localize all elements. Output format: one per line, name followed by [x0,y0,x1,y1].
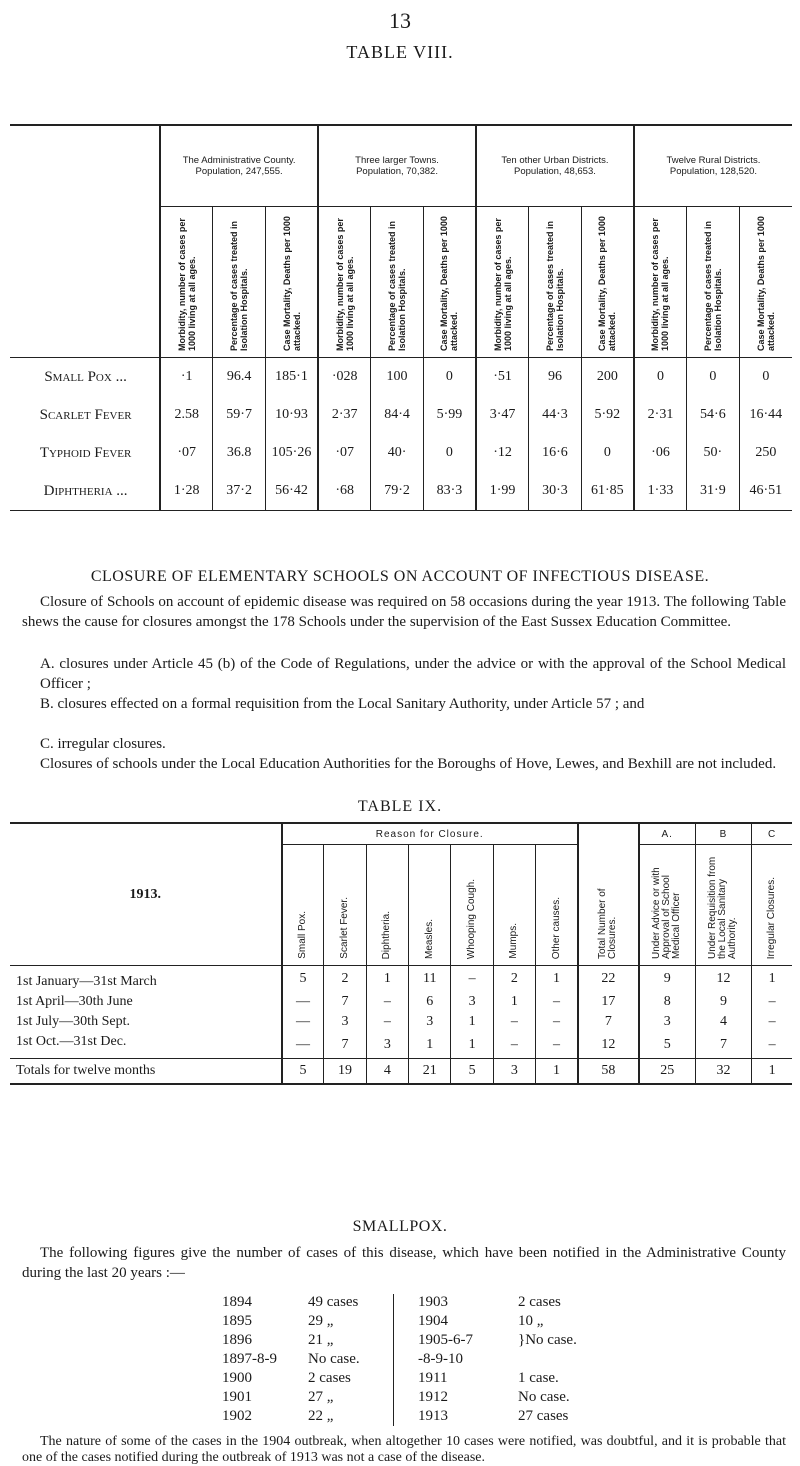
closure-heading: CLOSURE OF ELEMENTARY SCHOOLS ON ACCOUNT OF INFECTIOUS DISEASE. [90,568,710,585]
column-b-label: B [695,823,751,845]
list-item: 1905-6-7 }No case. [418,1332,577,1348]
list-item: 1895 29 „ [222,1313,334,1329]
column-header: Percentage of cases treated in Isolation Hospitals. [702,220,723,351]
table-row: 1st July—30th Sept. — 3 – 3 1 – – 7 3 4 – [10,1012,792,1032]
column-header: Morbidity, number of cases per 1000 living at all ages. [492,218,513,351]
group-header: Twelve Rural Districts. Population, 128,520. [634,125,792,207]
column-a-label: A. [639,823,695,845]
smallpox-list-right [418,1293,602,1426]
column-c-label: C [752,823,792,845]
column-divider [393,1294,394,1426]
column-header: Morbidity, number of cases per 1000 living at all ages. [176,218,197,351]
column-header: Diphtheria. [381,910,393,959]
table-viii [10,124,792,511]
column-header: Other causes. [550,896,562,959]
table-row: 1st Oct.—31st Dec. — 7 3 1 1 – – 12 5 7 – [10,1032,792,1059]
column-header: Under Advice or with Approval of School Medical Officer [651,867,683,959]
column-header: Case Mortality, Deaths per 1000 attacked. [281,216,302,351]
closure-item-b: B. closures effected on a formal requisition from the Local Sanitary Authority, under Article 57 ; and [40,696,645,712]
group-header: Three larger Towns. Population, 70,382. [318,125,476,207]
totals-row: Totals for twelve months 5 19 4 21 5 3 1 58 25 32 1 [10,1059,792,1085]
column-header: Whooping Cough. [466,878,478,959]
column-header: Mumps. [508,923,520,959]
column-header: Case Mortality, Deaths per 1000 attacked. [755,216,776,351]
table-row: 1st January—31st March 5 2 1 11 – 2 1 22 9 12 1 [10,966,792,993]
column-header: Morbidity, number of cases per 1000 living at all ages. [650,218,671,351]
column-header: Small Pox. [296,911,308,959]
smallpox-list-left [222,1293,392,1426]
list-item: 1894 49 cases [222,1294,359,1310]
closure-item-a: A. closures under Article 45 (b) of the Code of Regulations, under the advice or with the approval of the School Medical Officer ; [40,656,786,692]
group-header: Ten other Urban Districts. Population, 48,653. [476,125,634,207]
column-header: Total Number of Closures. [597,888,619,959]
column-header: Percentage of cases treated in Isolation Hospitals. [387,220,408,351]
column-header: Morbidity, number of cases per 1000 living at all ages. [334,218,355,351]
column-header: Measles. [423,918,435,959]
column-header: Percentage of cases treated in Isolation Hospitals. [544,220,565,351]
group-header: The Administrative County. Population, 247,555. [160,125,318,207]
table-row: 1st April—30th June — 7 – 6 3 1 – 17 8 9 – [10,992,792,1012]
list-item: 1897-8-9 No case. [222,1351,360,1367]
page-number: 13 [389,8,411,33]
column-header: Percentage of cases treated in Isolation Hospitals. [229,220,250,351]
smallpox-closing-paragraph: The nature of some of the cases in the 1904 outbreak, when altogether 10 cases were notified, was doubtful, and it is probable that one of the cases notified during the outbreak of 1913 was not a case of the disease. [22,1434,786,1465]
list-item: 1903 2 cases [418,1294,561,1310]
closure-item-c: C. irregular closures. [40,736,166,752]
list-item: 1900 2 cases [222,1370,351,1386]
smallpox-intro: The following figures give the number of cases of this disease, which have been notified in the Administrative County during the last 20 years :— [22,1245,786,1281]
list-item: 1896 21 „ [222,1332,334,1348]
smallpox-heading: SMALLPOX. [352,1218,448,1235]
list-item: 1901 27 „ [222,1389,334,1405]
list-item: 1904 10 „ [418,1313,544,1329]
list-item: 1911 1 case. [418,1370,559,1386]
table-row: Small Pox ... ·1 96.4 185·1 ·028 100 0 ·51 96 200 0 0 0 [10,358,792,397]
list-item: 1912 No case. [418,1389,570,1405]
table-row: Scarlet Fever 2.58 59·7 10·93 2·37 84·4 5·99 3·47 44·3 5·92 2·31 54·6 16·44 [10,396,792,434]
table-ix [10,822,792,1085]
list-item: 1902 22 „ [222,1408,334,1424]
table-viii-title: TABLE VIII. [346,42,454,62]
closure-paragraph: Closure of Schools on account of epidemic disease was required on 58 occasions during the year 1913. The following Table shews the cause for closures amongst the 178 Schools under the supervision of the East Sussex Education Committee. [22,594,786,630]
column-header: Irregular Closures. [766,876,778,959]
column-header: Case Mortality, Deaths per 1000 attacked. [439,216,460,351]
table-row: Diphtheria ... 1·28 37·2 56·42 ·68 79·2 83·3 1·99 30·3 61·85 1·33 31·9 46·51 [10,472,792,511]
column-header: Scarlet Fever. [339,897,351,959]
column-header: Case Mortality, Deaths per 1000 attacked. [597,216,618,351]
reason-header: Reason for Closure. [282,823,578,845]
list-item: 1913 27 cases [418,1408,569,1424]
list-item: -8-9-10 [418,1351,463,1367]
year-label: 1913. [10,823,282,966]
table-ix-title: TABLE IX. [357,798,443,815]
table-row: Typhoid Fever ·07 36.8 105·26 ·07 40· 0 ·12 16·6 0 ·06 50· 250 [10,434,792,472]
column-header: Under Requisition from the Local Sanitary Authority. [707,856,739,959]
closure-exclusion-note: Closures of schools under the Local Education Authorities for the Boroughs of Hove, Lewes, and Bexhill are not included. [40,756,777,772]
